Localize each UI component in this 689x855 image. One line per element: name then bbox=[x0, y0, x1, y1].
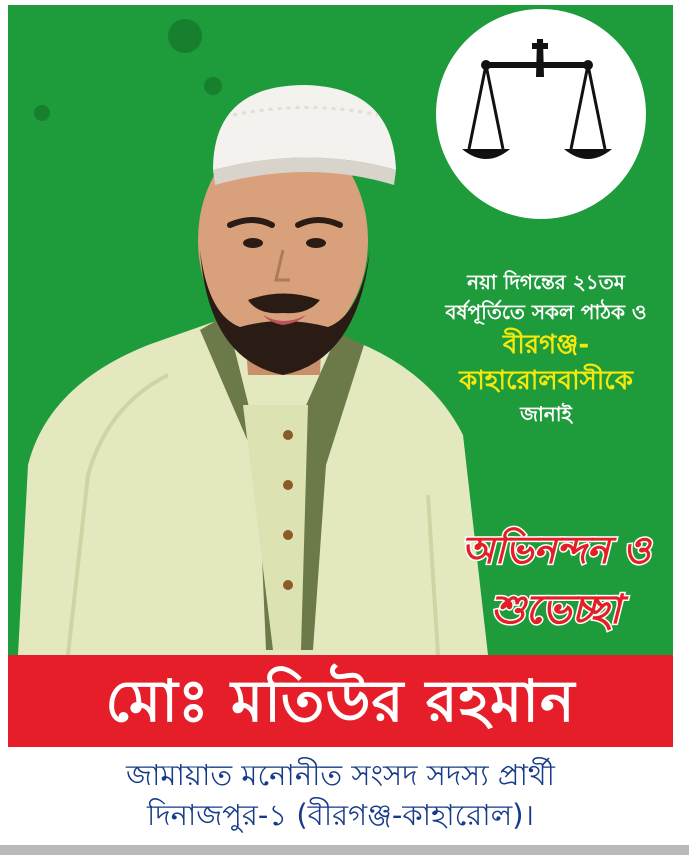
bottom-strip bbox=[0, 845, 689, 855]
message-highlight-2: কাহারোলবাসীকে bbox=[459, 366, 633, 396]
message-line-3: জানাই bbox=[520, 402, 572, 426]
greeting-word-1: অভিনন্দন ও bbox=[461, 528, 651, 572]
candidate-designation: জামায়াত মনোনীত সংসদ সদস্য প্রার্থী bbox=[126, 758, 555, 792]
message-line-1: নয়া দিগন্তের ২১তম bbox=[467, 270, 625, 294]
greeting-word-2: শুভেচ্ছা bbox=[491, 587, 621, 633]
poster bbox=[8, 5, 673, 845]
decor-dot bbox=[168, 19, 202, 53]
green-background bbox=[8, 5, 673, 655]
greeting-calligraphy bbox=[446, 505, 668, 655]
greeting-message bbox=[426, 267, 666, 429]
candidate-name-band bbox=[8, 655, 673, 747]
message-line-2: বর্ষপূর্তিতে সকল পাঠক ও bbox=[445, 300, 647, 324]
message-highlight-1: বীরগঞ্জ- bbox=[502, 330, 590, 360]
candidate-name: মোঃ মতিউর রহমান bbox=[105, 667, 576, 735]
candidate-constituency: দিনাজপুর-১ (বীরগঞ্জ-কাহারোল)। bbox=[147, 798, 534, 832]
candidate-info bbox=[8, 755, 673, 835]
